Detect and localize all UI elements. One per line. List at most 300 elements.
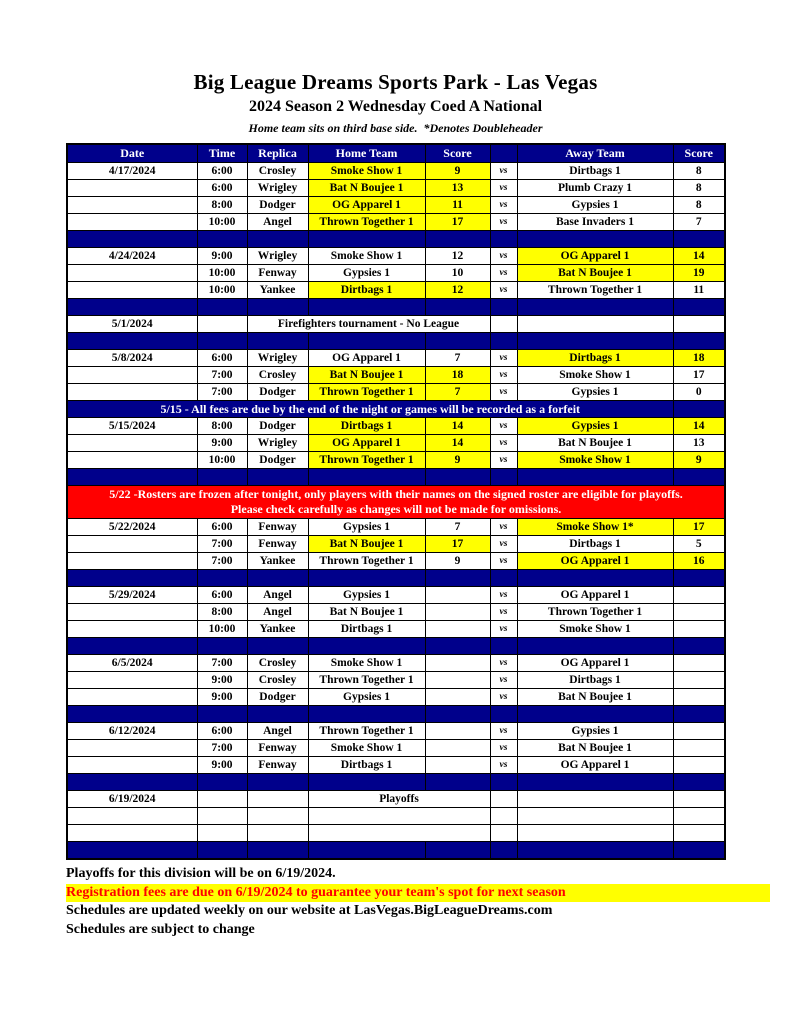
separator-cell: [308, 842, 425, 860]
away-score-cell: [673, 621, 725, 638]
home-score-cell: 9: [425, 452, 490, 469]
vs-cell: vs: [490, 655, 517, 672]
separator-cell: [517, 706, 673, 723]
away-team-cell: Dirtbags 1: [517, 536, 673, 553]
home-score-cell: [425, 655, 490, 672]
replica-cell: Dodger: [247, 452, 308, 469]
home-team-cell: Bat N Boujee 1: [308, 536, 425, 553]
vs-cell: vs: [490, 248, 517, 265]
date-cell: 6/5/2024: [67, 655, 197, 672]
date-cell: [67, 740, 197, 757]
separator-cell: [247, 638, 308, 655]
home-team-note: Home team sits on third base side. *Denotes Doubleheader: [248, 121, 543, 135]
separator-cell: [247, 842, 308, 860]
game-row: [67, 452, 725, 469]
game-row: [67, 553, 725, 570]
home-score-cell: 14: [425, 435, 490, 452]
separator-cell: [197, 231, 247, 248]
home-team-cell: Dirtbags 1: [308, 418, 425, 435]
replica-cell: Wrigley: [247, 350, 308, 367]
time-cell: 9:00: [197, 672, 247, 689]
separator-cell: [517, 469, 673, 486]
column-header-replica: Replica: [247, 144, 308, 163]
time-cell: 8:00: [197, 418, 247, 435]
home-score-cell: 14: [425, 418, 490, 435]
empty-row: [67, 825, 725, 842]
separator-cell: [197, 570, 247, 587]
separator-cell: [308, 570, 425, 587]
date-cell: 5/15/2024: [67, 418, 197, 435]
separator-cell: [67, 469, 197, 486]
replica-cell: Yankee: [247, 282, 308, 299]
date-cell: [67, 384, 197, 401]
separator-cell: [67, 706, 197, 723]
separator-cell: [308, 706, 425, 723]
date-cell: [67, 452, 197, 469]
away-team-cell: [517, 808, 673, 825]
separator-cell: [67, 299, 197, 316]
replica-cell: Crosley: [247, 367, 308, 384]
home-score-cell: [425, 689, 490, 706]
time-cell: 6:00: [197, 723, 247, 740]
vs-cell: [490, 316, 517, 333]
replica-cell: [247, 791, 308, 808]
time-cell: 6:00: [197, 519, 247, 536]
separator-cell: [517, 299, 673, 316]
event-row: [67, 316, 725, 333]
date-cell: [67, 689, 197, 706]
page-title: Big League Dreams Sports Park - Las Vegas: [193, 70, 598, 94]
home-team-cell: Bat N Boujee 1: [308, 604, 425, 621]
replica-cell: [247, 808, 308, 825]
home-team-cell: Smoke Show 1: [308, 655, 425, 672]
time-cell: 7:00: [197, 384, 247, 401]
home-team-cell: Dirtbags 1: [308, 757, 425, 774]
separator-cell: [425, 842, 490, 860]
vs-cell: vs: [490, 587, 517, 604]
game-row: [67, 689, 725, 706]
replica-cell: Wrigley: [247, 248, 308, 265]
separator-cell: [67, 842, 197, 860]
game-row: [67, 621, 725, 638]
away-team-cell: Bat N Boujee 1: [517, 740, 673, 757]
time-cell: 10:00: [197, 621, 247, 638]
separator-cell: [308, 774, 425, 791]
away-score-cell: 7: [673, 214, 725, 231]
date-cell: [67, 180, 197, 197]
replica-cell: Crosley: [247, 163, 308, 180]
home-team-cell: Gypsies 1: [308, 587, 425, 604]
home-score-cell: 12: [425, 282, 490, 299]
vs-cell: vs: [490, 180, 517, 197]
separator-cell: [517, 231, 673, 248]
home-team-cell: Gypsies 1: [308, 519, 425, 536]
separator-cell: [673, 299, 725, 316]
home-team-cell: Thrown Together 1: [308, 384, 425, 401]
game-row: [67, 587, 725, 604]
away-team-cell: [517, 791, 673, 808]
separator-cell: [673, 842, 725, 860]
vs-cell: vs: [490, 384, 517, 401]
column-header-vs: [490, 144, 517, 163]
time-cell: 7:00: [197, 367, 247, 384]
vs-cell: vs: [490, 621, 517, 638]
time-cell: [197, 825, 247, 842]
date-cell: [67, 536, 197, 553]
home-score-cell: 9: [425, 553, 490, 570]
separator-cell: [517, 638, 673, 655]
home-score-cell: 10: [425, 265, 490, 282]
home-score-cell: 9: [425, 163, 490, 180]
separator-cell: [490, 469, 517, 486]
home-score-cell: 11: [425, 197, 490, 214]
time-cell: 10:00: [197, 214, 247, 231]
time-cell: 9:00: [197, 757, 247, 774]
game-row: [67, 180, 725, 197]
game-row: [67, 655, 725, 672]
separator-row: [67, 842, 725, 860]
vs-cell: vs: [490, 197, 517, 214]
away-score-cell: [673, 791, 725, 808]
schedule-table: [66, 143, 726, 860]
date-cell: 5/22/2024: [67, 519, 197, 536]
home-team-cell: Dirtbags 1: [308, 621, 425, 638]
home-score-cell: [425, 587, 490, 604]
vs-cell: vs: [490, 214, 517, 231]
separator-cell: [197, 774, 247, 791]
home-score-cell: [425, 604, 490, 621]
away-team-cell: Plumb Crazy 1: [517, 180, 673, 197]
separator-cell: [490, 706, 517, 723]
home-score-cell: [425, 740, 490, 757]
separator-cell: [425, 469, 490, 486]
separator-cell: [67, 231, 197, 248]
separator-cell: [673, 638, 725, 655]
away-score-cell: 14: [673, 248, 725, 265]
time-cell: 10:00: [197, 265, 247, 282]
separator-cell: [490, 333, 517, 350]
date-cell: 4/24/2024: [67, 248, 197, 265]
replica-cell: Fenway: [247, 740, 308, 757]
home-team-cell: Gypsies 1: [308, 689, 425, 706]
away-score-cell: 8: [673, 163, 725, 180]
time-cell: [197, 791, 247, 808]
home-team-cell: OG Apparel 1: [308, 350, 425, 367]
date-cell: [67, 604, 197, 621]
separator-row: [67, 469, 725, 486]
event-cell: Playoffs: [308, 791, 490, 808]
separator-cell: [67, 774, 197, 791]
away-score-cell: [673, 689, 725, 706]
game-row: [67, 197, 725, 214]
separator-cell: [247, 570, 308, 587]
replica-cell: Wrigley: [247, 180, 308, 197]
home-team-cell: Bat N Boujee 1: [308, 180, 425, 197]
separator-row: [67, 570, 725, 587]
column-header-time: Time: [197, 144, 247, 163]
vs-cell: vs: [490, 689, 517, 706]
away-team-cell: Smoke Show 1*: [517, 519, 673, 536]
separator-cell: [197, 469, 247, 486]
home-team-cell: [308, 808, 490, 825]
separator-cell: [247, 333, 308, 350]
home-score-cell: 7: [425, 519, 490, 536]
separator-cell: [425, 333, 490, 350]
replica-cell: Angel: [247, 214, 308, 231]
game-row: [67, 350, 725, 367]
replica-cell: Fenway: [247, 265, 308, 282]
time-cell: 8:00: [197, 197, 247, 214]
separator-cell: [308, 299, 425, 316]
home-team-cell: Thrown Together 1: [308, 723, 425, 740]
vs-cell: vs: [490, 553, 517, 570]
away-team-cell: Gypsies 1: [517, 384, 673, 401]
away-score-cell: [673, 808, 725, 825]
date-cell: [67, 435, 197, 452]
banner-line: 5/22 -Rosters are frozen after tonight, only players with their names on the signed roster are eligible for playoffs.: [109, 487, 683, 501]
home-score-cell: 7: [425, 350, 490, 367]
date-cell: [67, 197, 197, 214]
date-cell: [67, 553, 197, 570]
separator-cell: [517, 774, 673, 791]
separator-cell: [673, 706, 725, 723]
separator-cell: [425, 638, 490, 655]
away-score-cell: 0: [673, 384, 725, 401]
separator-cell: [247, 774, 308, 791]
game-row: [67, 740, 725, 757]
separator-cell: [197, 333, 247, 350]
date-cell: 5/1/2024: [67, 316, 197, 333]
separator-cell: [308, 231, 425, 248]
replica-cell: Fenway: [247, 536, 308, 553]
separator-row: [67, 638, 725, 655]
replica-cell: Angel: [247, 587, 308, 604]
home-team-cell: OG Apparel 1: [308, 435, 425, 452]
home-score-cell: [425, 757, 490, 774]
away-score-cell: 16: [673, 553, 725, 570]
home-team-cell: OG Apparel 1: [308, 197, 425, 214]
replica-cell: Dodger: [247, 197, 308, 214]
away-team-cell: Dirtbags 1: [517, 163, 673, 180]
away-team-cell: Thrown Together 1: [517, 282, 673, 299]
game-row: [67, 757, 725, 774]
away-team-cell: Bat N Boujee 1: [517, 265, 673, 282]
separator-row: [67, 231, 725, 248]
empty-row: [67, 808, 725, 825]
replica-cell: Dodger: [247, 384, 308, 401]
replica-cell: Crosley: [247, 655, 308, 672]
event-row: [67, 791, 725, 808]
replica-cell: Yankee: [247, 553, 308, 570]
date-cell: 6/19/2024: [67, 791, 197, 808]
home-team-cell: Dirtbags 1: [308, 282, 425, 299]
home-team-cell: Thrown Together 1: [308, 452, 425, 469]
away-score-cell: [673, 587, 725, 604]
home-team-cell: Smoke Show 1: [308, 163, 425, 180]
away-score-cell: [673, 672, 725, 689]
away-team-cell: OG Apparel 1: [517, 587, 673, 604]
date-cell: 5/29/2024: [67, 587, 197, 604]
notice-row: [67, 401, 725, 418]
home-team-cell: Thrown Together 1: [308, 553, 425, 570]
away-score-cell: [673, 825, 725, 842]
home-team-cell: Bat N Boujee 1: [308, 367, 425, 384]
separator-cell: [67, 333, 197, 350]
vs-cell: vs: [490, 604, 517, 621]
date-cell: [67, 672, 197, 689]
table-header-row: [67, 144, 725, 163]
away-score-cell: 5: [673, 536, 725, 553]
time-cell: 7:00: [197, 536, 247, 553]
away-score-cell: [673, 316, 725, 333]
separator-cell: [490, 570, 517, 587]
vs-cell: vs: [490, 367, 517, 384]
vs-cell: vs: [490, 452, 517, 469]
home-score-cell: 7: [425, 384, 490, 401]
away-score-cell: 13: [673, 435, 725, 452]
home-score-cell: [425, 621, 490, 638]
time-cell: 8:00: [197, 604, 247, 621]
away-score-cell: [673, 740, 725, 757]
game-row: [67, 672, 725, 689]
away-team-cell: Gypsies 1: [517, 418, 673, 435]
vs-cell: vs: [490, 418, 517, 435]
separator-cell: [247, 469, 308, 486]
column-header-away-score: Score: [673, 144, 725, 163]
separator-cell: [673, 570, 725, 587]
away-score-cell: 8: [673, 180, 725, 197]
date-cell: [67, 621, 197, 638]
replica-cell: [247, 825, 308, 842]
time-cell: [197, 808, 247, 825]
footer-playoffs-line: Playoffs for this division will be on 6/19/2024.: [66, 866, 336, 881]
footer-registration-line: Registration fees are due on 6/19/2024 to guarantee your team's spot for next season: [66, 884, 770, 903]
away-team-cell: Dirtbags 1: [517, 672, 673, 689]
away-team-cell: Dirtbags 1: [517, 350, 673, 367]
home-score-cell: 18: [425, 367, 490, 384]
separator-cell: [425, 570, 490, 587]
separator-cell: [490, 774, 517, 791]
home-team-cell: Thrown Together 1: [308, 214, 425, 231]
separator-cell: [673, 231, 725, 248]
separator-cell: [517, 570, 673, 587]
notice-cell: 5/15 - All fees are due by the end of the night or games will be recorded as a forfeit: [67, 401, 673, 418]
replica-cell: Crosley: [247, 672, 308, 689]
separator-row: [67, 333, 725, 350]
home-team-cell: Gypsies 1: [308, 265, 425, 282]
time-cell: 6:00: [197, 163, 247, 180]
replica-cell: Angel: [247, 723, 308, 740]
game-row: [67, 384, 725, 401]
away-team-cell: Base Invaders 1: [517, 214, 673, 231]
away-score-cell: 17: [673, 519, 725, 536]
separator-cell: [517, 842, 673, 860]
game-row: [67, 163, 725, 180]
date-cell: [67, 757, 197, 774]
away-team-cell: Bat N Boujee 1: [517, 435, 673, 452]
footer: [66, 865, 791, 939]
away-team-cell: OG Apparel 1: [517, 248, 673, 265]
away-team-cell: Gypsies 1: [517, 723, 673, 740]
footer-subject-line: Schedules are subject to change: [66, 921, 255, 937]
away-team-cell: Thrown Together 1: [517, 604, 673, 621]
away-team-cell: Smoke Show 1: [517, 621, 673, 638]
separator-cell: [67, 570, 197, 587]
time-cell: 6:00: [197, 587, 247, 604]
separator-cell: [673, 774, 725, 791]
banner-row: [67, 486, 725, 519]
vs-cell: vs: [490, 282, 517, 299]
home-score-cell: 12: [425, 248, 490, 265]
game-row: [67, 418, 725, 435]
vs-cell: vs: [490, 519, 517, 536]
separator-cell: [247, 231, 308, 248]
time-cell: 9:00: [197, 435, 247, 452]
home-team-cell: Smoke Show 1: [308, 248, 425, 265]
game-row: [67, 536, 725, 553]
separator-cell: [490, 842, 517, 860]
vs-cell: vs: [490, 435, 517, 452]
time-cell: 6:00: [197, 350, 247, 367]
away-team-cell: Bat N Boujee 1: [517, 689, 673, 706]
home-score-cell: 17: [425, 214, 490, 231]
time-cell: [197, 316, 247, 333]
game-row: [67, 214, 725, 231]
event-cell: Firefighters tournament - No League: [247, 316, 490, 333]
away-score-cell: 8: [673, 197, 725, 214]
vs-cell: [490, 825, 517, 842]
separator-cell: [197, 842, 247, 860]
away-team-cell: Gypsies 1: [517, 197, 673, 214]
separator-cell: [490, 299, 517, 316]
separator-cell: [673, 469, 725, 486]
time-cell: 7:00: [197, 655, 247, 672]
away-team-cell: OG Apparel 1: [517, 553, 673, 570]
home-score-cell: 13: [425, 180, 490, 197]
date-cell: [67, 808, 197, 825]
game-row: [67, 367, 725, 384]
game-row: [67, 265, 725, 282]
away-score-cell: 11: [673, 282, 725, 299]
time-cell: 7:00: [197, 553, 247, 570]
separator-cell: [308, 638, 425, 655]
separator-cell: [197, 638, 247, 655]
away-score-cell: [673, 723, 725, 740]
away-team-cell: OG Apparel 1: [517, 655, 673, 672]
home-score-cell: [425, 723, 490, 740]
column-header-away-team: Away Team: [517, 144, 673, 163]
time-cell: 10:00: [197, 452, 247, 469]
column-header-home-score: Score: [425, 144, 490, 163]
away-team-cell: Smoke Show 1: [517, 367, 673, 384]
page-subtitle: 2024 Season 2 Wednesday Coed A National: [248, 98, 543, 115]
banner-cell: [67, 486, 725, 519]
away-score-cell: [673, 604, 725, 621]
vs-cell: vs: [490, 265, 517, 282]
separator-cell: [425, 774, 490, 791]
away-score-cell: [673, 757, 725, 774]
separator-cell: [247, 706, 308, 723]
vs-cell: vs: [490, 536, 517, 553]
away-score-cell: 18: [673, 350, 725, 367]
notice-end-cell: [673, 401, 725, 418]
separator-cell: [425, 706, 490, 723]
separator-cell: [197, 299, 247, 316]
replica-cell: Dodger: [247, 689, 308, 706]
replica-cell: Angel: [247, 604, 308, 621]
home-team-cell: Smoke Show 1: [308, 740, 425, 757]
date-cell: [67, 367, 197, 384]
